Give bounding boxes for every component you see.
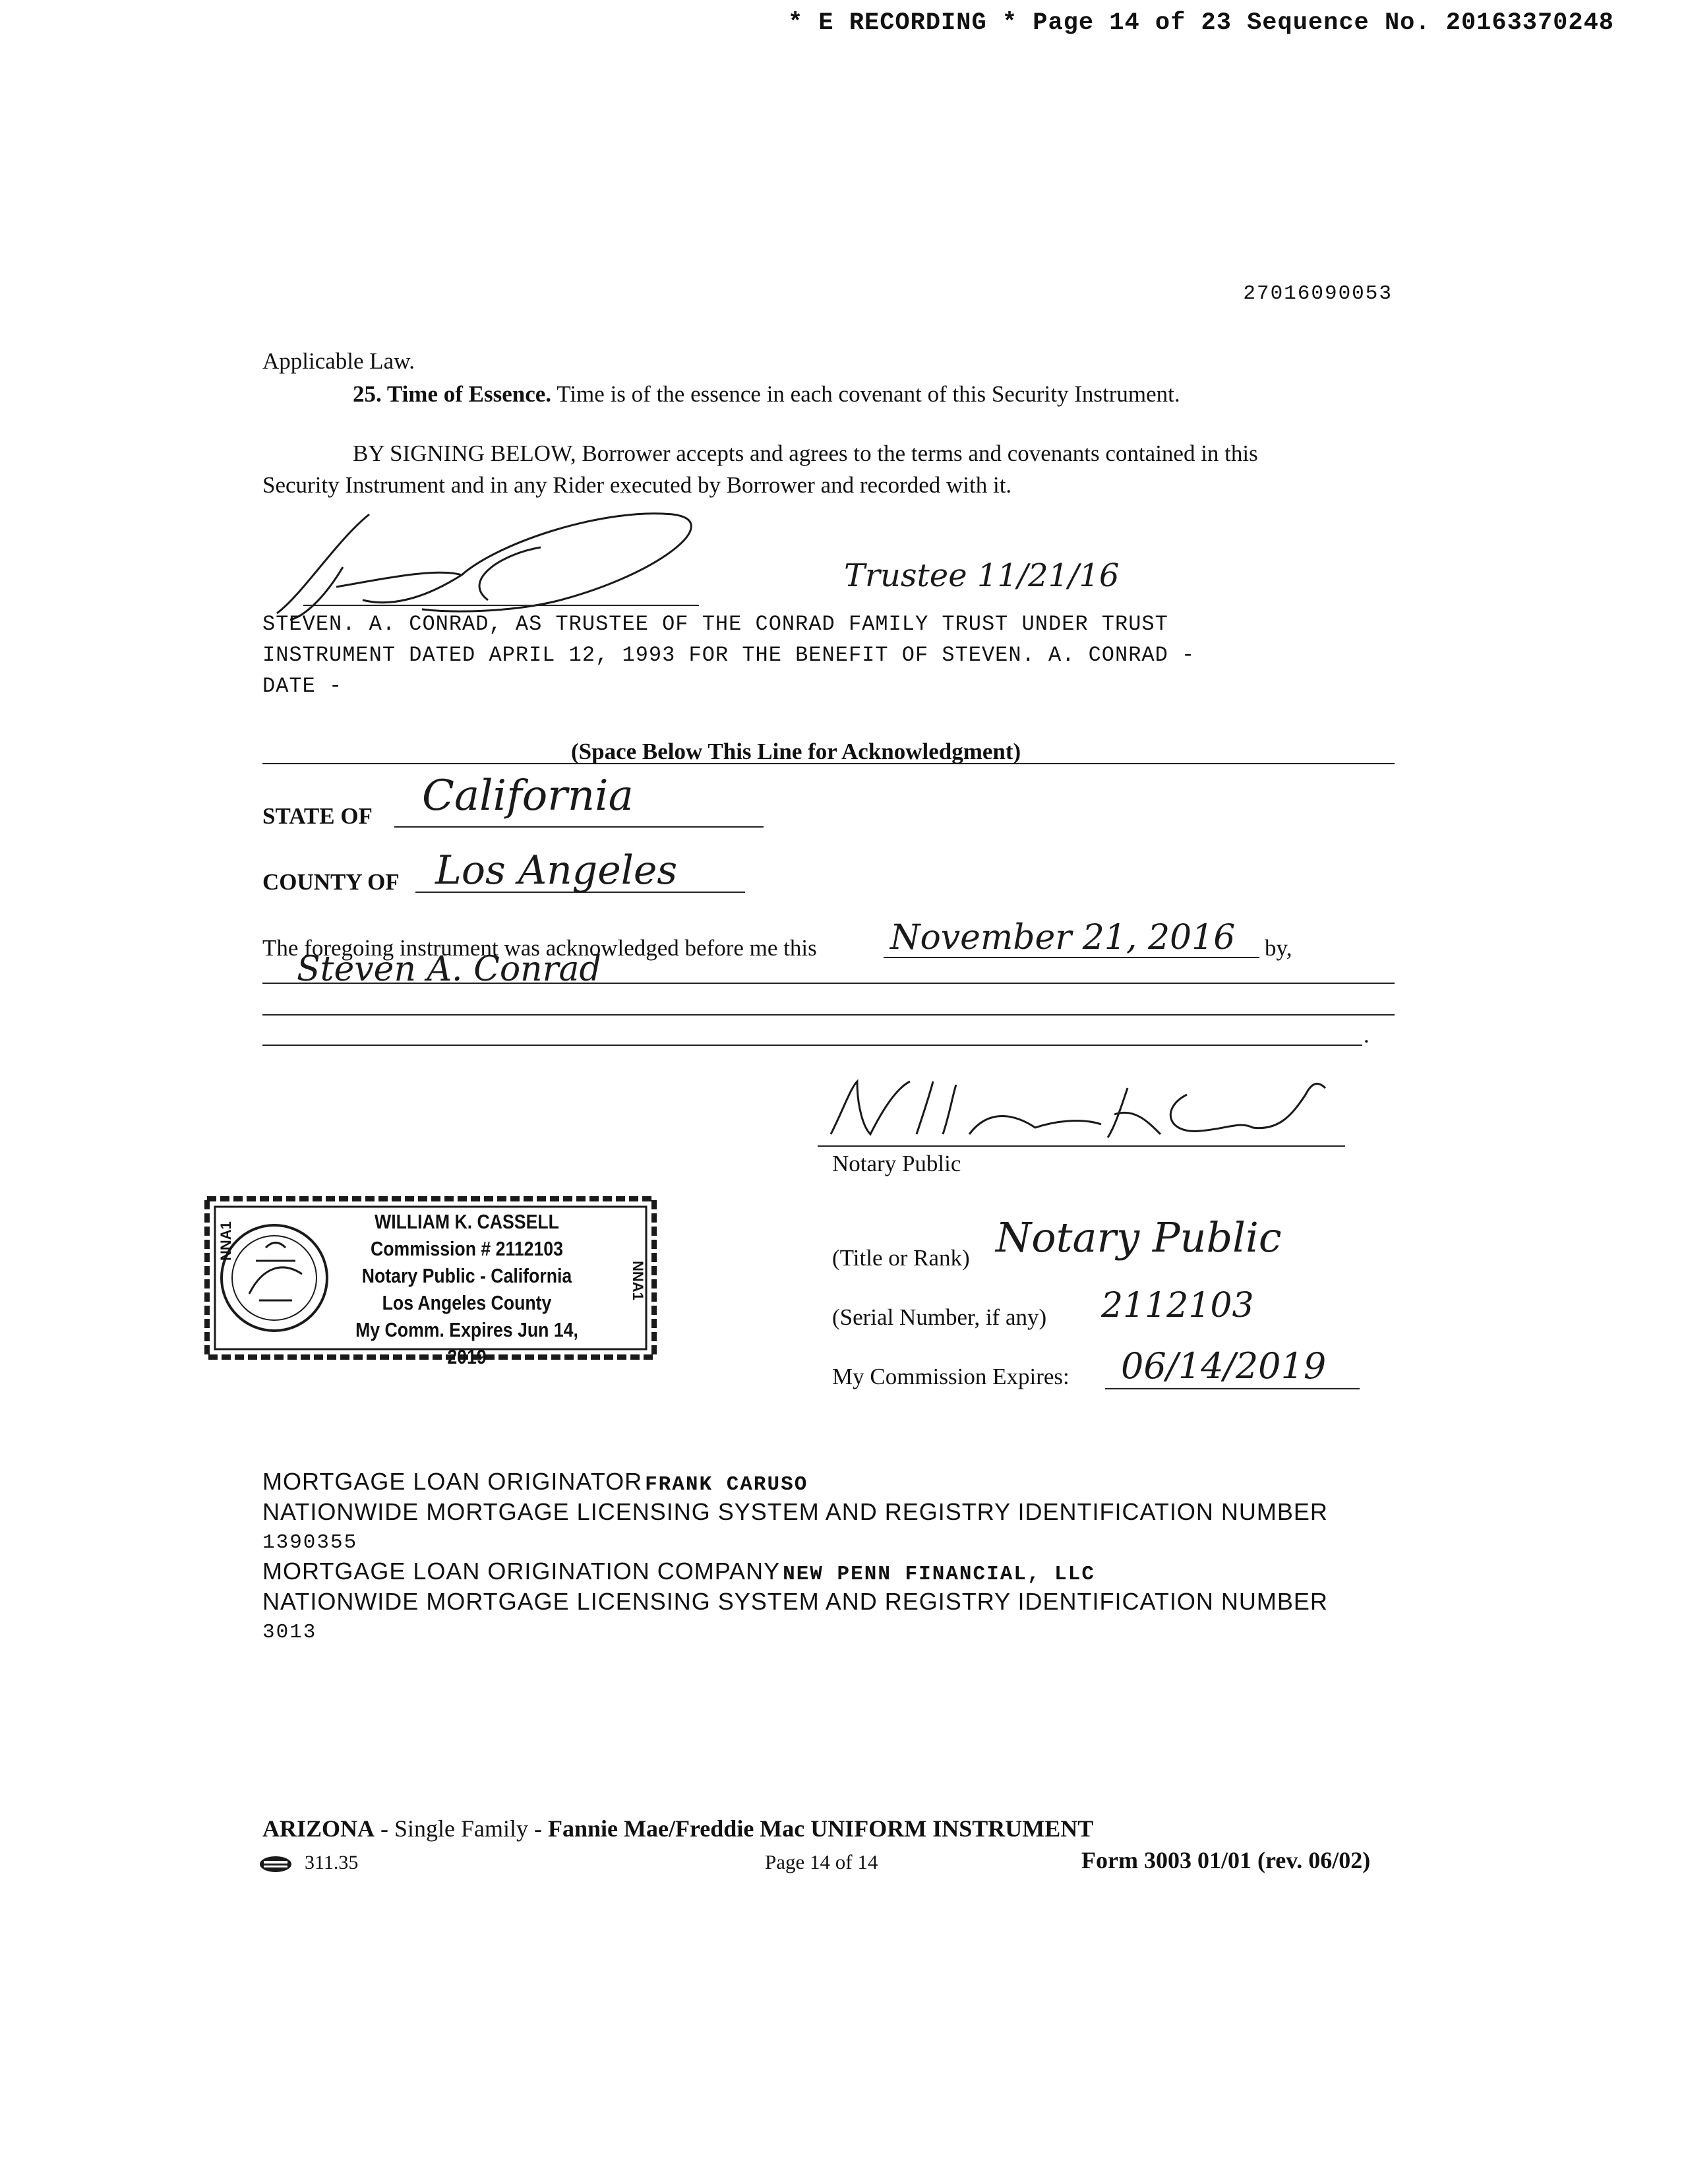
- borrower-name-line-2: INSTRUMENT DATED APRIL 12, 1993 FOR THE BENEFIT OF STEVEN. A. CONRAD -: [262, 643, 1195, 667]
- originator-name: FRANK CARUSO: [645, 1473, 808, 1496]
- originator-line: [262, 1468, 808, 1496]
- name-line-2: [262, 1014, 1395, 1016]
- footer-instrument-line: [262, 1815, 1093, 1842]
- state-label: STATE OF: [262, 803, 373, 829]
- nmls-number-1: 1390355: [262, 1531, 358, 1554]
- notary-signature: [818, 1068, 1345, 1147]
- stamp-text: [342, 1208, 591, 1370]
- borrower-signature-note: Trustee 11/21/16: [844, 557, 1120, 594]
- state-value: California: [422, 772, 634, 820]
- name-line-3: [262, 1045, 1362, 1046]
- footer-code: 311.35: [305, 1852, 359, 1873]
- by-text: by,: [1265, 935, 1292, 961]
- acknowledgment-date: November 21, 2016: [890, 918, 1236, 957]
- signing-text-line-2: Security Instrument and in any Rider executed by Borrower and recorded with it.: [262, 472, 1012, 498]
- expires-line: [1105, 1388, 1360, 1389]
- name-period: .: [1364, 1022, 1370, 1048]
- stamp-line-2: Commission # 2112103: [371, 1237, 563, 1260]
- company-label: MORTGAGE LOAN ORIGINATION COMPANY: [262, 1558, 781, 1585]
- stamp-line-4: Los Angeles County: [382, 1291, 552, 1314]
- acknowledged-name: Steven A. Conrad: [297, 950, 601, 989]
- section-25-heading: 25. Time of Essence.: [353, 381, 552, 407]
- stamp-line-1: WILLIAM K. CASSELL: [375, 1210, 559, 1233]
- recording-header: * E RECORDING * Page 14 of 23 Sequence No. 20163370248: [788, 9, 1614, 37]
- printer-logo-icon: [258, 1854, 293, 1874]
- title-value: Notary Public: [996, 1213, 1282, 1261]
- county-value: Los Angeles: [435, 847, 678, 894]
- stamp-side-text-left: NNA1: [218, 1221, 234, 1261]
- signing-text-line-1: BY SIGNING BELOW, Borrower accepts and agrees to the terms and covenants contained in this: [353, 440, 1258, 466]
- originator-label: MORTGAGE LOAN ORIGINATOR: [262, 1468, 643, 1495]
- footer-single-family: - Single Family -: [375, 1815, 549, 1842]
- section-25-text: Time is of the essence in each covenant of this Security Instrument.: [557, 381, 1180, 407]
- borrower-name-line-3: DATE -: [262, 674, 343, 698]
- name-line-1: [262, 983, 1395, 984]
- footer-state: ARIZONA: [262, 1815, 375, 1842]
- stamp-side-text-right: NNA1: [630, 1261, 646, 1300]
- foregoing-text: The foregoing instrument was acknowledged before me this: [262, 935, 817, 961]
- expires-label: My Commission Expires:: [832, 1364, 1070, 1389]
- county-label: COUNTY OF: [262, 869, 400, 895]
- acknowledgment-label: (Space Below This Line for Acknowledgment): [571, 739, 1021, 764]
- notary-stamp: [203, 1195, 658, 1368]
- footer-page: Page 14 of 14: [765, 1850, 878, 1873]
- state-line: [394, 826, 764, 828]
- footer-instrument: Fannie Mae/Freddie Mac UNIFORM INSTRUMENT: [548, 1815, 1094, 1842]
- borrower-name-line-1: STEVEN. A. CONRAD, AS TRUSTEE OF THE CONRAD FAMILY TRUST UNDER TRUST: [262, 612, 1168, 636]
- serial-label: (Serial Number, if any): [832, 1304, 1047, 1330]
- nmls-number-2: 3013: [262, 1621, 317, 1644]
- company-line: [262, 1558, 1095, 1586]
- title-label: (Title or Rank): [832, 1245, 970, 1271]
- loan-number: 27016090053: [1243, 282, 1393, 305]
- expires-value: 06/14/2019: [1121, 1345, 1327, 1387]
- stamp-line-3: Notary Public - California: [361, 1264, 572, 1287]
- stamp-line-5: My Comm. Expires Jun 14, 2019: [355, 1318, 578, 1368]
- nmls-label-1: NATIONWIDE MORTGAGE LICENSING SYSTEM AND REGISTRY IDENTIFICATION NUMBER: [262, 1498, 1328, 1525]
- applicable-law-text: Applicable Law.: [262, 348, 415, 374]
- serial-value: 2112103: [1101, 1286, 1254, 1325]
- footer-form: Form 3003 01/01 (rev. 06/02): [1081, 1847, 1371, 1873]
- borrower-signature: [264, 501, 712, 626]
- nmls-label-2: NATIONWIDE MORTGAGE LICENSING SYSTEM AND REGISTRY IDENTIFICATION NUMBER: [262, 1588, 1328, 1615]
- section-25: [353, 381, 1180, 408]
- company-name: NEW PENN FINANCIAL, LLC: [783, 1563, 1095, 1586]
- notary-public-label: Notary Public: [832, 1151, 961, 1176]
